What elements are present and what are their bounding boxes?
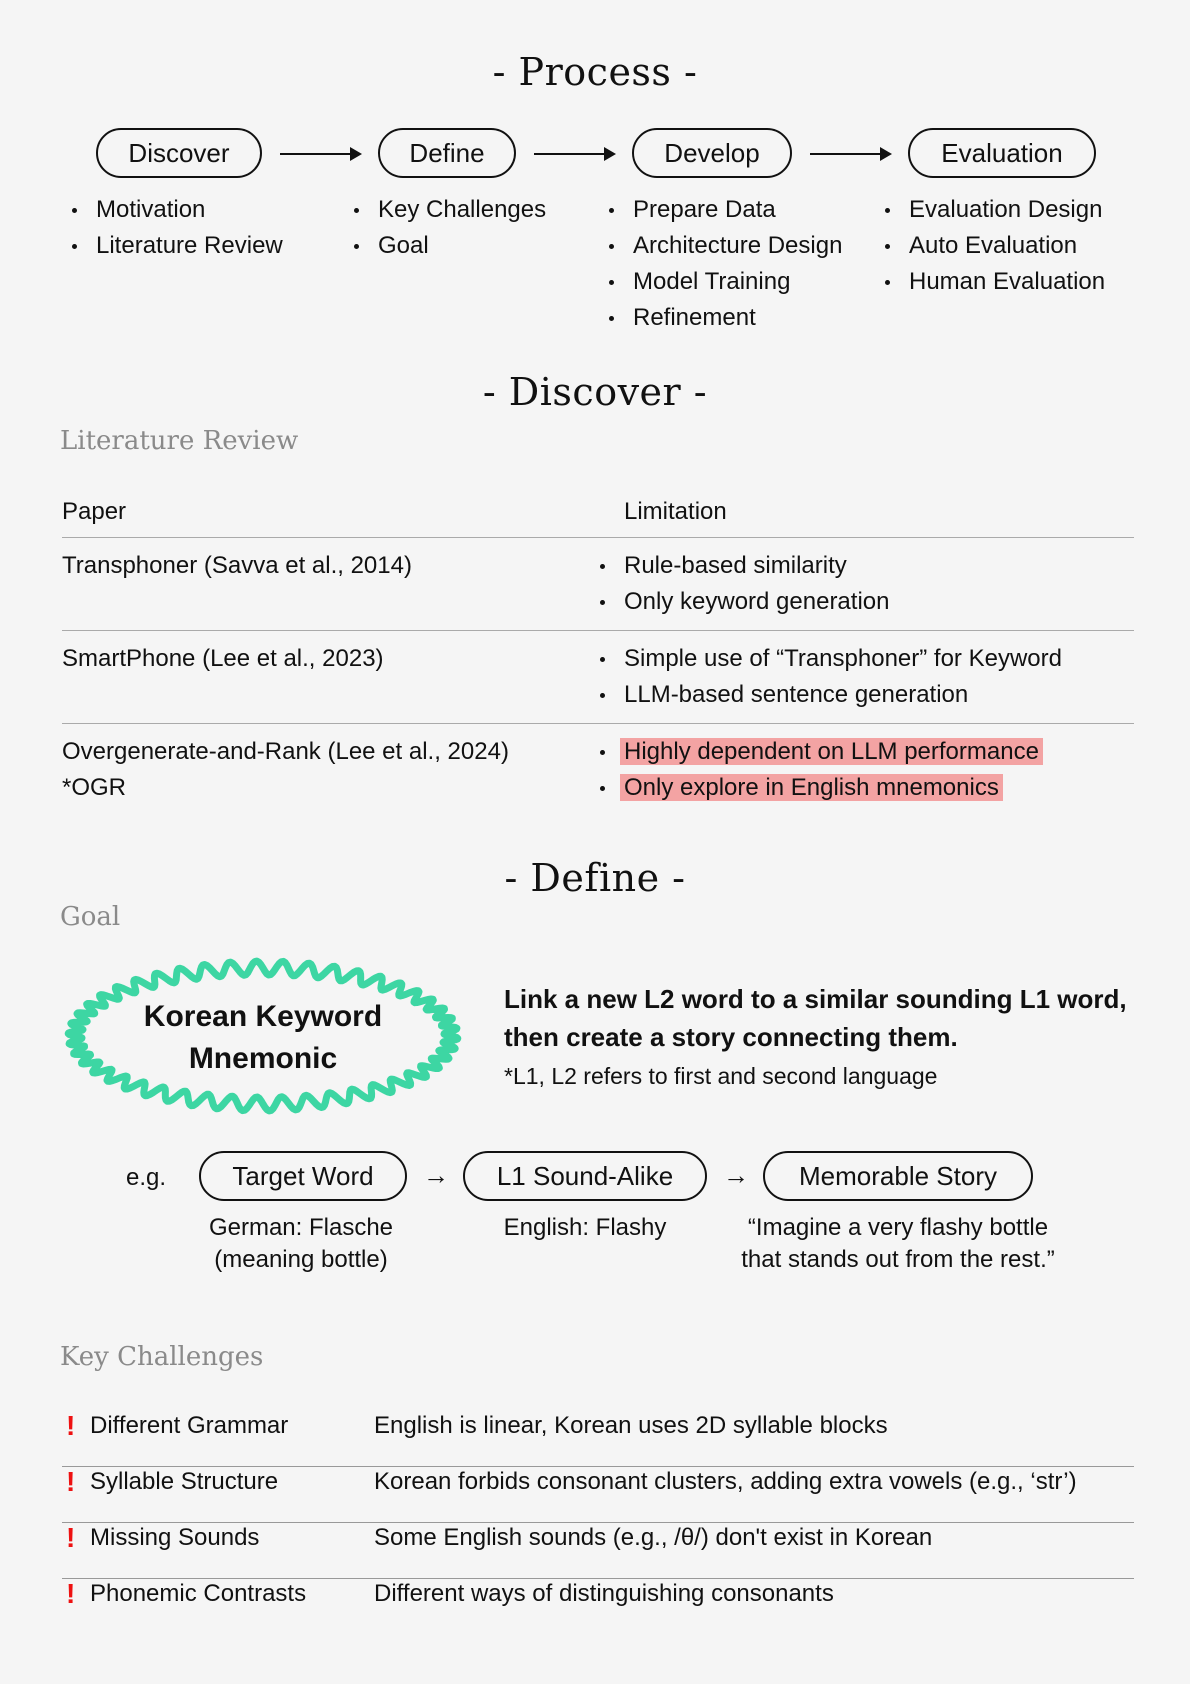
- korean-keyword-mnemonic-badge: [58, 952, 468, 1120]
- challenge-description: Different ways of distinguishing consonants: [374, 1580, 834, 1607]
- goal-note: *L1, L2 refers to first and second language: [504, 1063, 938, 1089]
- paper-cell: Transphoner (Savva et al., 2014): [62, 552, 412, 579]
- target-word-pill: Target Word: [199, 1151, 407, 1201]
- l1-sound-alike-pill: L1 Sound-Alike: [463, 1151, 707, 1201]
- challenge-row: [62, 1578, 1134, 1634]
- table-row: [62, 724, 1134, 816]
- goal-line-2: then create a story connecting them.: [504, 1022, 958, 1052]
- arrow-right-icon: →: [423, 1160, 449, 1190]
- develop-bullets: [607, 192, 842, 336]
- arrow-line: [280, 153, 352, 155]
- example-prefix: e.g.: [126, 1164, 167, 1191]
- arrow-right-icon: [350, 147, 362, 161]
- discover-heading: - Discover -: [482, 370, 708, 414]
- table-row: [62, 538, 1134, 631]
- arrow-line: [534, 153, 606, 155]
- highlighted-limitation: Only explore in English mnemonics: [620, 774, 1003, 801]
- define-heading: - Define -: [504, 856, 686, 900]
- list-item: LLM-based sentence generation: [598, 677, 1062, 713]
- exclamation-icon: !: [66, 1578, 76, 1609]
- goal-line-1: Link a new L2 word to a similar sounding L1 word,: [504, 984, 1127, 1014]
- step-define-pill: Define: [378, 128, 516, 178]
- exclamation-icon: !: [66, 1522, 76, 1553]
- highlighted-limitation: Highly dependent on LLM performance: [620, 738, 1043, 765]
- target-word-caption: [179, 1212, 423, 1276]
- discover-bullets: [70, 192, 283, 264]
- goal-description: [504, 980, 1127, 1056]
- list-item: Evaluation Design: [883, 192, 1105, 228]
- challenge-description: Korean forbids consonant clusters, adding extra vowels (e.g., ‘str’): [374, 1468, 1077, 1495]
- badge-line-1: Korean Keyword: [143, 1000, 383, 1033]
- step-discover-pill: Discover: [96, 128, 262, 178]
- table-row: [62, 631, 1134, 724]
- caption-line: German: Flasche: [208, 1214, 394, 1241]
- l1-sound-alike-caption: [463, 1212, 707, 1244]
- caption-line: (meaning bottle): [214, 1246, 388, 1273]
- step-evaluation-pill: Evaluation: [908, 128, 1096, 178]
- table-header-row: [62, 492, 1134, 538]
- challenge-name: Missing Sounds: [90, 1524, 260, 1551]
- list-item: Goal: [352, 228, 546, 264]
- evaluation-bullets: [883, 192, 1105, 300]
- list-item: [598, 734, 1043, 770]
- list-item: Simple use of “Transphoner” for Keyword: [598, 641, 1062, 677]
- challenge-name: Phonemic Contrasts: [90, 1580, 307, 1607]
- challenge-row: [62, 1522, 1134, 1579]
- arrow-right-icon: →: [723, 1160, 749, 1190]
- memorable-story-pill: Memorable Story: [763, 1151, 1033, 1201]
- paper-note: *OGR: [62, 774, 127, 801]
- paper-cell: SmartPhone (Lee et al., 2023): [62, 645, 384, 672]
- exclamation-icon: !: [66, 1410, 76, 1441]
- list-item: Auto Evaluation: [883, 228, 1105, 264]
- goal-subheading: Goal: [60, 902, 121, 932]
- paper-cell: Overgenerate-and-Rank (Lee et al., 2024): [62, 738, 509, 765]
- list-item: Model Training: [607, 264, 842, 300]
- challenge-row: [62, 1466, 1134, 1523]
- list-item: Literature Review: [70, 228, 283, 264]
- list-item: Refinement: [607, 300, 842, 336]
- list-item: [598, 770, 1043, 806]
- list-item: Key Challenges: [352, 192, 546, 228]
- list-item: Rule-based similarity: [598, 548, 889, 584]
- list-item: Human Evaluation: [883, 264, 1105, 300]
- limitation-cell: [598, 548, 889, 620]
- memorable-story-caption: [718, 1212, 1078, 1276]
- challenge-name: Syllable Structure: [90, 1468, 279, 1495]
- process-heading: - Process -: [492, 50, 698, 94]
- list-item: Architecture Design: [607, 228, 842, 264]
- exclamation-icon: !: [66, 1466, 76, 1497]
- challenge-row: [62, 1410, 1134, 1467]
- caption-line: that stands out from the rest.”: [741, 1246, 1055, 1273]
- arrow-line: [810, 153, 882, 155]
- list-item: Motivation: [70, 192, 283, 228]
- literature-review-subheading: Literature Review: [60, 426, 299, 456]
- badge-text: [58, 996, 468, 1080]
- list-item: Only keyword generation: [598, 584, 889, 620]
- column-header-paper: Paper: [62, 498, 127, 525]
- define-bullets: [352, 192, 546, 264]
- limitation-cell: [598, 641, 1062, 713]
- limitation-cell: [598, 734, 1043, 806]
- badge-line-2: Mnemonic: [188, 1042, 338, 1075]
- step-develop-pill: Develop: [632, 128, 792, 178]
- column-header-limitation: Limitation: [624, 498, 727, 525]
- challenge-description: Some English sounds (e.g., /θ/) don't exist in Korean: [374, 1524, 933, 1551]
- challenge-name: Different Grammar: [90, 1412, 289, 1439]
- arrow-right-icon: [604, 147, 616, 161]
- list-item: Prepare Data: [607, 192, 842, 228]
- key-challenges-subheading: Key Challenges: [60, 1342, 264, 1372]
- caption-line: “Imagine a very flashy bottle: [747, 1214, 1049, 1241]
- challenge-description: English is linear, Korean uses 2D syllable blocks: [374, 1412, 888, 1439]
- caption-line: English: Flashy: [503, 1214, 667, 1241]
- arrow-right-icon: [880, 147, 892, 161]
